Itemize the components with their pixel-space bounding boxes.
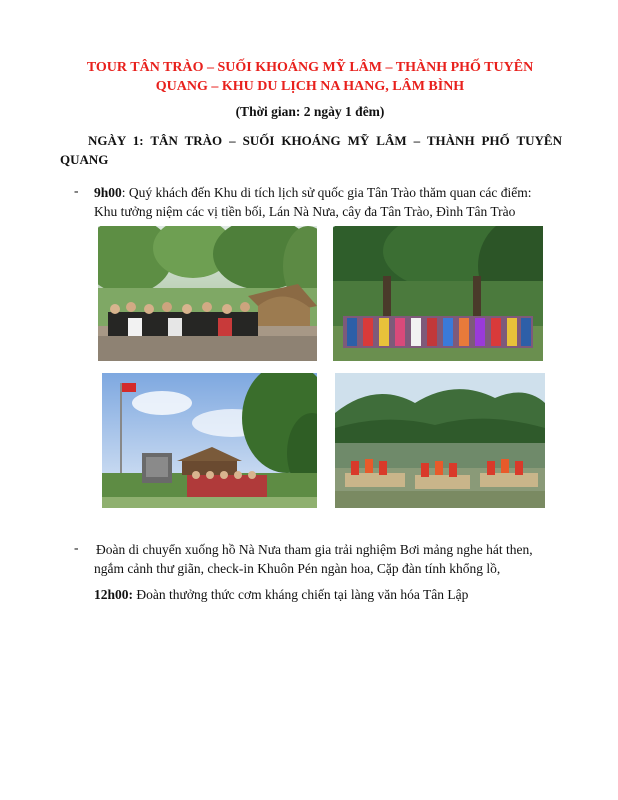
item-text-line-2: ngắm cảnh thư giãn, check-in Khuôn Pén ngàn hoa, Cặp đàn tính khổng lồ, [94, 561, 501, 576]
day-1-heading-line-2: QUANG [60, 152, 109, 167]
itinerary-item-rafting [96, 540, 566, 559]
tour-title-line-1: TOUR TÂN TRÀO – SUỐI KHOÁNG MỸ LÂM – THÀNH PHỐ TUYÊN [86, 60, 534, 75]
day-1-heading [60, 131, 562, 169]
itinerary-item-9h00 [94, 183, 564, 221]
item-time: 9h00 [94, 185, 122, 200]
bullet-dash: - [74, 540, 79, 555]
photo-flag-stele [102, 373, 317, 508]
tour-title [60, 58, 560, 96]
day-1-heading-line-1: NGÀY 1: TÂN TRÀO – SUỐI KHOÁNG MỸ LÂM – THÀNH PHỐ TUYÊN [88, 133, 562, 148]
tour-title-line-2: QUANG – KHU DU LỊCH NA HANG, LÂM BÌNH [155, 79, 465, 94]
itinerary-item-rafting-continued [94, 559, 564, 578]
bullet-dash: - [74, 183, 79, 198]
tour-duration: (Thời gian: 2 ngày 1 đêm) [235, 104, 385, 119]
itinerary-item-lunch [94, 585, 564, 604]
photo-bamboo-rafts-lake [335, 373, 545, 508]
item-text-line-2: Khu tưởng niệm các vị tiền bối, Lán Nà Nưa, cây đa Tân Trào, Đình Tân Trào [94, 204, 516, 219]
lunch-text: Đoàn thưởng thức cơm kháng chiến tại làng văn hóa Tân Lập [133, 587, 469, 602]
photo-group-memorial-hut [98, 226, 317, 361]
item-text-line-1: : Quý khách đến Khu di tích lịch sử quốc gia Tân Trào thăm quan các điểm: [121, 185, 532, 200]
photo-group-banyan-trees [333, 226, 543, 361]
item-text-line-1: Đoàn di chuyển xuống hồ Nà Nưa tham gia trải nghiệm Bơi mảng nghe hát then, [96, 542, 533, 557]
lunch-time: 12h00: [94, 587, 134, 602]
